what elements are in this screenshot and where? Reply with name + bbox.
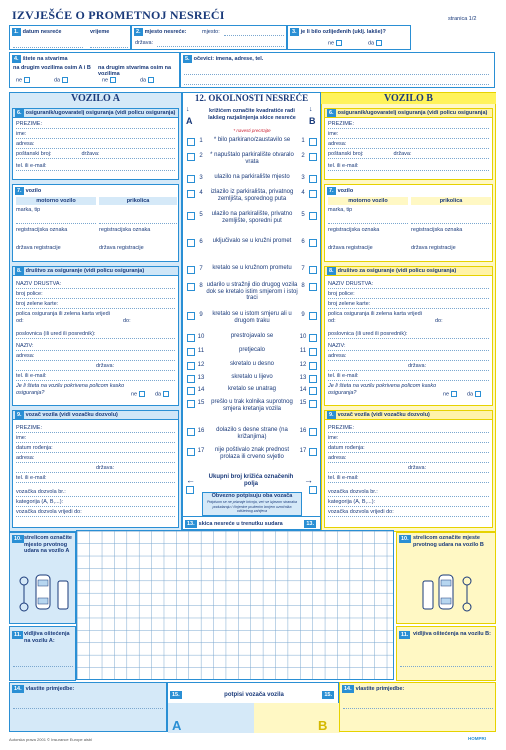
circ-arrow-b-icon: ↓ bbox=[309, 106, 313, 113]
branch-b[interactable]: poslovnica (ili ured ili posrednik): bbox=[328, 331, 489, 339]
total-label: Ukupni broj križića označenih polja bbox=[208, 474, 294, 487]
reg-country-trailer-b[interactable]: država registracije bbox=[411, 245, 456, 251]
postcode-b[interactable]: poštanski broj: država: bbox=[328, 151, 489, 159]
circumstance-9-label: kretalo se u istom smjeru ali u drugom traku bbox=[212, 311, 292, 324]
branch-country-a[interactable]: država: bbox=[16, 363, 175, 371]
page-title: IZVJEŠĆE O PROMETNOJ NESREĆI bbox=[12, 8, 225, 22]
circumstances-title: 12. OKOLNOSTI NESREĆE bbox=[194, 93, 309, 103]
driver-address-a[interactable]: adresa: bbox=[16, 455, 175, 463]
date-field[interactable] bbox=[13, 40, 83, 48]
reg-country-trailer-a[interactable]: država registracije bbox=[99, 245, 144, 251]
section-9-a: 9. vozač vozila (vidi vozačku dozvolu) PREZIME: ime: datum rođenja: adresa: država: tel. ili e-mail: vozačka dozvola br.: kategorija (A, B,...): vozačka dozvola vrijedi do: bbox=[12, 410, 179, 528]
section-8-a: 8. društvo za osiguranje (vidi policu osiguranja) NAZIV DRUŠTVA: broj police: broj zelene karte: polica osiguranja ili zelena karta vrijedi od: do: poslovnica (ili ured ili posrednik): NAZIV: adresa: država: tel. ili e-mail: Je li šteta na vozilu pokrivena policom kasko osiguranja? ne da bbox=[12, 266, 179, 406]
branch-a[interactable]: poslovnica (ili ured ili posrednik): bbox=[16, 331, 175, 339]
signatures-required-box bbox=[202, 492, 302, 516]
section-9-b: 9. vozač vozila (vidi vozačku dozvolu) PREZIME: ime: datum rođenja: adresa: država: tel. ili e-mail: vozačka dozvola br.: kategorija (A, B,...): vozačka dozvola vrijedi do: bbox=[324, 410, 493, 528]
circumstance-16-a-number: 16 bbox=[197, 428, 205, 434]
circumstance-11-b-number: 11 bbox=[299, 348, 307, 354]
insurer-name-b[interactable]: NAZIV DRUŠTVA: bbox=[328, 281, 489, 289]
branch-country-b[interactable]: država: bbox=[328, 363, 489, 371]
tel-b[interactable]: tel. ili e-mail: bbox=[328, 163, 489, 171]
section-11-b: 11. vidljiva oštećenja na vozilu B: bbox=[396, 626, 496, 681]
circumstance-12-b-checkbox[interactable] bbox=[309, 362, 317, 370]
impact-b-label: strelicom označite mjeste prvotnog udara na vozilo B bbox=[413, 535, 484, 548]
validity-to-a: do: bbox=[123, 318, 131, 324]
circumstance-17-a-checkbox[interactable] bbox=[187, 448, 195, 456]
damage-label: štete na stvarima bbox=[22, 56, 68, 62]
policy-no-a[interactable]: broj police: bbox=[16, 291, 175, 299]
date-label: datum nesreće bbox=[22, 29, 62, 35]
circumstance-9-b-number: 9 bbox=[301, 312, 305, 318]
circ-letter-a: A bbox=[186, 116, 193, 126]
driver-tel-a[interactable]: tel. ili e-mail: bbox=[16, 475, 175, 483]
casco-yes-checkbox-a[interactable] bbox=[163, 391, 169, 397]
reg-trailer-b[interactable]: registracijska oznaka bbox=[411, 227, 463, 233]
section-1-date: 1. datum nesreće vrijeme bbox=[9, 25, 131, 50]
surname-b[interactable]: PREZIME: bbox=[328, 121, 489, 129]
circumstance-1-label: * bilo parkirano/zaustavilo se bbox=[213, 137, 291, 143]
signatures-required-sub: Potpisom se ne priznaje krivnja, već se izjavom stranaka podudaraju i činjenice pruženim brojem uzročnika odštetnog zahtjeva bbox=[206, 500, 298, 513]
section-8-b: 8. društvo za osiguranje (vidi policu osiguranja) NAZIV DRUŠTVA: broj police: broj zelene karte: polica osiguranja ili zelena karta vrijedi od: do: poslovnica (ili ured ili posrednik): NAZIV: adresa: država: tel. ili e-mail: Je li šteta na vozilu pokrivena policom kasko osiguranja? ne da bbox=[324, 266, 493, 406]
section-7-a: 7. vozilo motorno vozilo prikolica marka, tip registracijska oznaka registracijska oznaka država registracije država registracije bbox=[12, 184, 179, 262]
visible-damage-a-field[interactable] bbox=[13, 659, 73, 667]
total-count-b-box[interactable] bbox=[309, 486, 317, 494]
licence-valid-a[interactable]: vozačka dozvola vrijedi do: bbox=[16, 509, 175, 517]
time-label: vrijeme bbox=[90, 29, 110, 35]
section-5-witnesses: 5. očevici: imena, adrese, tel. bbox=[180, 52, 495, 88]
total-arrow-a-icon: ← bbox=[186, 475, 195, 485]
driver-b-title: vozač vozila (vidi vozačku dozvolu) bbox=[337, 412, 430, 418]
section-14-b: 14. vlastite primjedbe: bbox=[339, 682, 496, 732]
circumstance-14-label: kretalo se unatrag bbox=[227, 386, 277, 392]
circumstance-5-label: ulazilo na parkiralište, privatno zemljište, sporedni put bbox=[211, 211, 293, 224]
circumstance-2-a-number: 2 bbox=[199, 153, 203, 159]
circumstance-8-a-number: 8 bbox=[199, 283, 203, 289]
circumstance-11-a-checkbox[interactable] bbox=[187, 348, 195, 356]
visible-damage-b-label: vidljiva oštećenja na vozilu B: bbox=[413, 631, 491, 637]
circumstance-6-label: uključivalo se u kružni promet bbox=[212, 238, 292, 244]
circumstance-2-a-checkbox[interactable] bbox=[187, 153, 195, 161]
damage-other-objects-label: na drugim stvarima osim na vozilima bbox=[98, 65, 172, 77]
circumstance-4-a-checkbox[interactable] bbox=[187, 190, 195, 198]
make-b[interactable]: marka, tip bbox=[328, 207, 353, 213]
circumstance-7-a-checkbox[interactable] bbox=[187, 266, 195, 274]
remarks-a-field[interactable] bbox=[13, 701, 163, 709]
casco-no-checkbox-b[interactable] bbox=[451, 391, 457, 397]
remarks-a-label: vlastite primjedbe: bbox=[25, 686, 75, 692]
driver-surname-a[interactable]: PREZIME: bbox=[16, 425, 175, 433]
circumstance-15-b-number: 15 bbox=[299, 400, 307, 406]
witnesses-field-1[interactable] bbox=[184, 67, 489, 75]
section-6-b: 6. osiguranik/ugovaratelj osiguranja (vidi policu osiguranja) PREZIME: ime: adresa: poštanski broj: država: tel. ili e-mail: bbox=[324, 108, 493, 180]
casco-no-checkbox-a[interactable] bbox=[139, 391, 145, 397]
circumstance-8-b-checkbox[interactable] bbox=[309, 283, 317, 291]
circumstance-13-a-number: 13 bbox=[197, 375, 205, 381]
green-card-b[interactable]: broj zelene karte: bbox=[328, 301, 489, 309]
circumstance-16-label: dolazilo s desne strane (na križanjima) bbox=[216, 427, 288, 440]
circumstance-1-a-checkbox[interactable] bbox=[187, 138, 195, 146]
branch-address-a[interactable]: adresa: bbox=[16, 353, 175, 361]
circumstance-2-b-checkbox[interactable] bbox=[309, 153, 317, 161]
copyright: Autorska prava 2001 © Insurance Europe aisbl bbox=[9, 737, 92, 742]
validity-a[interactable]: polica osiguranja ili zelena karta vrijedi od: bbox=[16, 311, 110, 324]
casco-no-label-b: ne bbox=[443, 391, 450, 398]
circumstance-16-b-checkbox[interactable] bbox=[309, 428, 317, 436]
circumstance-13-a-checkbox[interactable] bbox=[187, 375, 195, 383]
section-3-injuries: 3. je li bilo ozlijeđenih (uklj. lakše)? ne da bbox=[287, 25, 411, 50]
remarks-b-label: vlastite primjedbe: bbox=[355, 686, 405, 692]
country-label: država: bbox=[135, 40, 154, 46]
circ-arrow-a-icon: ↓ bbox=[186, 106, 190, 113]
circumstance-12-a-number: 12 bbox=[197, 362, 205, 368]
reg-country-a[interactable]: država registracije bbox=[16, 245, 61, 251]
vehicle-b-label: vozilo bbox=[337, 188, 354, 194]
circumstance-14-a-checkbox[interactable] bbox=[187, 387, 195, 395]
circumstance-13-label: skretalo u lijevo bbox=[231, 374, 273, 380]
circumstance-17-b-number: 17 bbox=[299, 448, 307, 454]
visible-damage-a-label: vidljiva oštećenja na vozilu A: bbox=[24, 631, 70, 644]
circumstance-3-a-checkbox[interactable] bbox=[187, 175, 195, 183]
circumstance-6-a-number: 6 bbox=[199, 239, 203, 245]
location-label: mjesto nesreće: bbox=[144, 29, 187, 35]
circumstance-4-label: izlazilo iz parkirališta, privatnog zemljišta, sporednog puta bbox=[210, 189, 294, 202]
damage-veh-yes-checkbox[interactable] bbox=[62, 77, 68, 83]
circumstance-13-b-number: 13 bbox=[299, 375, 307, 381]
insurer-name-a[interactable]: NAZIV DRUŠTVA: bbox=[16, 281, 175, 289]
sketch-title: skica nesreće u trenutku sudara bbox=[198, 521, 283, 527]
circumstance-5-a-checkbox[interactable] bbox=[187, 212, 195, 220]
damage-other-vehicles-label: na drugim vozilima osim A i B bbox=[13, 65, 91, 71]
casco-no-label-a: ne bbox=[131, 391, 138, 398]
circumstance-15-b-checkbox[interactable] bbox=[309, 400, 317, 408]
circumstance-10-label: prestrojavalo se bbox=[230, 333, 274, 339]
validity-b[interactable]: polica osiguranja ili zelena karta vrijedi od: bbox=[328, 311, 422, 324]
licence-no-a[interactable]: vozačka dozvola br.: bbox=[16, 489, 175, 497]
circumstance-1-b-number: 1 bbox=[301, 138, 305, 144]
place-field[interactable] bbox=[224, 29, 284, 36]
damage-veh-no-checkbox[interactable] bbox=[24, 77, 30, 83]
circumstances-subtitle: križićem označite kvadratiće radi lakšeg razjašnjenja skice nesreće bbox=[208, 108, 296, 121]
circumstance-3-b-number: 3 bbox=[301, 175, 305, 181]
address-b[interactable]: adresa: bbox=[328, 141, 489, 149]
circumstance-10-a-number: 10 bbox=[197, 334, 205, 340]
casco-yes-label-a: da bbox=[155, 391, 162, 398]
witnesses-label: očevici: imena, adrese, tel. bbox=[193, 56, 264, 62]
injuries-yes-label: da bbox=[368, 40, 375, 47]
casco-yes-checkbox-b[interactable] bbox=[475, 391, 481, 397]
green-card-a[interactable]: broj zelene karte: bbox=[16, 301, 175, 309]
circumstance-7-b-number: 7 bbox=[301, 266, 305, 272]
branch-tel-a[interactable]: tel. ili e-mail: bbox=[16, 373, 175, 381]
circumstance-12-label: skretalo u desno bbox=[229, 361, 275, 367]
circumstance-17-a-number: 17 bbox=[197, 448, 205, 454]
page-number: stranica 1/2 bbox=[448, 16, 477, 22]
reg-b[interactable]: registracijska oznaka bbox=[328, 227, 380, 233]
circumstance-16-b-number: 16 bbox=[299, 428, 307, 434]
vehicle-a-label: vozilo bbox=[25, 188, 42, 194]
driver-tel-b[interactable]: tel. ili e-mail: bbox=[328, 475, 489, 483]
circumstance-15-a-number: 15 bbox=[197, 400, 205, 406]
circumstance-1-b-checkbox[interactable] bbox=[309, 138, 317, 146]
driver-country-b[interactable]: država: bbox=[328, 465, 489, 473]
injuries-label: je li bilo ozlijeđenih (uklj. lakše)? bbox=[300, 29, 386, 35]
circumstance-7-label: kretalo se u kružnom prometu bbox=[212, 265, 292, 271]
signature-a-letter: A bbox=[172, 718, 182, 733]
section-4-damage: 4. štete na stvarima na drugim vozilima osim A i B na drugim stvarima osim na vozilima ne da ne da bbox=[9, 52, 180, 88]
circumstance-15-label: prešlo u trak kolnika suprotnog smjera kretanja vozila bbox=[211, 399, 293, 412]
circumstance-6-b-checkbox[interactable] bbox=[309, 239, 317, 247]
section-10-b: 10. strelicom označite mjeste prvotnog udara na vozilo B bbox=[396, 532, 496, 624]
circumstance-5-b-checkbox[interactable] bbox=[309, 212, 317, 220]
validity-to-b: do: bbox=[435, 318, 443, 324]
driver-name-b[interactable]: ime: bbox=[328, 435, 489, 443]
circumstance-13-b-checkbox[interactable] bbox=[309, 375, 317, 383]
circumstance-17-b-checkbox[interactable] bbox=[309, 448, 317, 456]
insurer-b-title: društvo za osiguranje (vidi policu osiguranja) bbox=[337, 268, 457, 274]
trailer-a-header: prikolica bbox=[99, 197, 177, 205]
circumstance-11-a-number: 11 bbox=[197, 348, 205, 354]
impact-diagram-a-icon[interactable] bbox=[14, 563, 74, 623]
circumstance-12-a-checkbox[interactable] bbox=[187, 362, 195, 370]
damage-veh-yes-label: da bbox=[54, 77, 61, 84]
driver-country-a[interactable]: država: bbox=[16, 465, 175, 473]
trailer-b-header: prikolica bbox=[411, 197, 491, 205]
casco-yes-label-b: da bbox=[467, 391, 474, 398]
section-11-a: 11. vidljiva oštećenja na vozilu A: bbox=[9, 626, 76, 681]
circumstance-1-a-number: 1 bbox=[199, 138, 203, 144]
damage-veh-no-label: ne bbox=[16, 77, 23, 84]
circumstance-3-a-number: 3 bbox=[199, 175, 203, 181]
section-14-a: 14. vlastite primjedbe: bbox=[9, 682, 167, 732]
damage-obj-no-label: ne bbox=[102, 77, 109, 84]
sketch-section-header: 13. skica nesreće u trenutku sudara 13. bbox=[182, 516, 321, 530]
damage-obj-yes-checkbox[interactable] bbox=[148, 77, 154, 83]
circumstance-10-a-checkbox[interactable] bbox=[187, 334, 195, 342]
circumstance-15-a-checkbox[interactable] bbox=[187, 400, 195, 408]
motor-vehicle-a-header: motorno vozilo bbox=[16, 197, 96, 205]
motor-vehicle-b-header: motorno vozilo bbox=[328, 197, 408, 205]
circumstance-17-label: nije poštivalo znak prednost prolaza ili crveno svjetlo bbox=[214, 447, 290, 460]
address-a[interactable]: adresa: bbox=[16, 141, 175, 149]
circumstance-5-b-number: 5 bbox=[301, 212, 305, 218]
reg-country-b[interactable]: država registracije bbox=[328, 245, 373, 251]
circumstance-9-a-checkbox[interactable] bbox=[187, 312, 195, 320]
visible-damage-b-field[interactable] bbox=[400, 659, 492, 667]
damage-obj-no-checkbox[interactable] bbox=[110, 77, 116, 83]
witnesses-field-2[interactable] bbox=[184, 77, 489, 85]
total-count-a-box[interactable] bbox=[186, 486, 194, 494]
total-arrow-b-icon: → bbox=[304, 475, 313, 485]
branch-name-b[interactable]: NAZIV: bbox=[328, 343, 489, 351]
impact-a-label: strelicom označite mjesto prvotnog udara na vozilo A bbox=[24, 535, 72, 554]
section-2-location: 2. mjesto nesreće: mjesto: država: bbox=[131, 25, 287, 50]
damage-obj-yes-label: da bbox=[140, 77, 147, 84]
driver-surname-b[interactable]: PREZIME: bbox=[328, 425, 489, 433]
section-6-a: 6. osiguranik/ugovaratelj osiguranja (vidi policu osiguranja) PREZIME: ime: adresa: poštanski broj: država: tel. ili e-mail: bbox=[12, 108, 179, 180]
name-b[interactable]: ime: bbox=[328, 131, 489, 139]
circumstance-5-a-number: 5 bbox=[199, 212, 203, 218]
tel-a[interactable]: tel. ili e-mail: bbox=[16, 163, 175, 171]
circumstance-3-label: ulazilo na parkiralište mjesto bbox=[214, 174, 290, 180]
driver-name-a[interactable]: ime: bbox=[16, 435, 175, 443]
vehicle-a-title: VOZILO A bbox=[71, 93, 120, 104]
circ-letter-b: B bbox=[309, 116, 316, 126]
branch-name-a[interactable]: NAZIV: bbox=[16, 343, 175, 351]
circumstance-11-b-checkbox[interactable] bbox=[309, 348, 317, 356]
driver-dob-b[interactable]: datum rođenja: bbox=[328, 445, 489, 453]
circumstance-8-b-number: 8 bbox=[301, 283, 305, 289]
signatures-label: potpisi vozača vozila bbox=[224, 692, 284, 698]
circumstance-14-a-number: 14 bbox=[197, 387, 205, 393]
circumstance-11-label: pretjecalo bbox=[238, 347, 265, 353]
place-label: mjesto: bbox=[202, 29, 220, 35]
section-10-a: 10. strelicom označite mjesto prvotnog udara na vozilo A bbox=[9, 532, 76, 624]
driver-dob-a[interactable]: datum rođenja: bbox=[16, 445, 175, 453]
reg-a[interactable]: registracijska oznaka bbox=[16, 227, 68, 233]
impact-diagram-b-icon[interactable] bbox=[417, 563, 477, 623]
sketch-grid[interactable] bbox=[76, 530, 394, 680]
name-a[interactable]: ime: bbox=[16, 131, 175, 139]
circumstance-7-b-checkbox[interactable] bbox=[309, 266, 317, 274]
licence-cat-a[interactable]: kategorija (A, B,...): bbox=[16, 499, 175, 507]
publisher-logo: HOMPRI bbox=[468, 736, 486, 741]
branch-tel-b[interactable]: tel. ili e-mail: bbox=[328, 373, 489, 381]
signatures-required: Obvezno potpisuju oba vozača bbox=[211, 493, 293, 499]
circumstance-9-a-number: 9 bbox=[199, 312, 203, 318]
circumstance-10-b-checkbox[interactable] bbox=[309, 334, 317, 342]
injuries-no-checkbox[interactable] bbox=[336, 40, 342, 46]
injuries-yes-checkbox[interactable] bbox=[376, 40, 382, 46]
circumstance-4-b-number: 4 bbox=[301, 190, 305, 196]
circumstance-12-b-number: 12 bbox=[299, 362, 307, 368]
circumstance-14-b-checkbox[interactable] bbox=[309, 387, 317, 395]
circumstance-9-b-checkbox[interactable] bbox=[309, 312, 317, 320]
driver-a-title: vozač vozila (vidi vozačku dozvolu) bbox=[25, 412, 118, 418]
circumstance-4-b-checkbox[interactable] bbox=[309, 190, 317, 198]
section-15-signatures: 15. potpisi vozača vozila 15. bbox=[167, 682, 339, 732]
circumstance-16-a-checkbox[interactable] bbox=[187, 428, 195, 436]
licence-cat-b[interactable]: kategorija (A, B,...): bbox=[328, 499, 489, 507]
injuries-no-label: ne bbox=[328, 40, 335, 47]
licence-no-b[interactable]: vozačka dozvola br.: bbox=[328, 489, 489, 497]
circumstance-6-b-number: 6 bbox=[301, 239, 305, 245]
circumstance-6-a-checkbox[interactable] bbox=[187, 239, 195, 247]
reg-trailer-a[interactable]: registracijska oznaka bbox=[99, 227, 151, 233]
circumstance-3-b-checkbox[interactable] bbox=[309, 175, 317, 183]
circumstance-8-label: udarilo u stražnji dio drugog vozila dok se kretalo istim smjerom i istoj traci bbox=[206, 282, 298, 301]
signature-b-letter: B bbox=[318, 718, 328, 733]
insurer-a-title: društvo za osiguranje (vidi policu osiguranja) bbox=[25, 268, 145, 274]
circumstances-note: * navesti precrtajte bbox=[233, 128, 271, 133]
circumstance-14-b-number: 14 bbox=[299, 387, 307, 393]
casco-a: Je li šteta na vozilu pokrivena policom kasko osiguranja? bbox=[16, 383, 125, 396]
branch-address-b[interactable]: adresa: bbox=[328, 353, 489, 361]
time-field[interactable] bbox=[90, 40, 128, 48]
policy-no-b[interactable]: broj police: bbox=[328, 291, 489, 299]
vehicle-b-title: VOZILO B bbox=[321, 93, 496, 104]
make-a[interactable]: marka, tip bbox=[16, 207, 41, 213]
circumstance-2-b-number: 2 bbox=[301, 153, 305, 159]
circumstance-4-a-number: 4 bbox=[199, 190, 203, 196]
licence-valid-b[interactable]: vozačka dozvola vrijedi do: bbox=[328, 509, 489, 517]
circumstance-7-a-number: 7 bbox=[199, 266, 203, 272]
country-field[interactable] bbox=[157, 40, 284, 47]
circumstance-10-b-number: 10 bbox=[299, 334, 307, 340]
remarks-b-field[interactable] bbox=[343, 701, 493, 709]
casco-b: Je li šteta na vozilu pokrivena policom kasko osiguranja? bbox=[328, 383, 437, 396]
circumstance-2-label: * napuštalo parkiralište otvaralo vrata bbox=[210, 152, 294, 165]
policyholder-a-title: osiguranik/ugovaratelj osiguranja (vidi policu osiguranja) bbox=[25, 110, 176, 116]
postcode-a[interactable]: poštanski broj: država: bbox=[16, 151, 175, 159]
policyholder-b-title: osiguranik/ugovaratelj osiguranja (vidi policu osiguranja) bbox=[337, 110, 488, 116]
driver-address-b[interactable]: adresa: bbox=[328, 455, 489, 463]
circumstance-8-a-checkbox[interactable] bbox=[187, 283, 195, 291]
section-7-b: 7. vozilo motorno vozilo prikolica marka, tip registracijska oznaka registracijska oznaka država registracije država registracije bbox=[324, 184, 493, 262]
surname-a[interactable]: PREZIME: bbox=[16, 121, 175, 129]
